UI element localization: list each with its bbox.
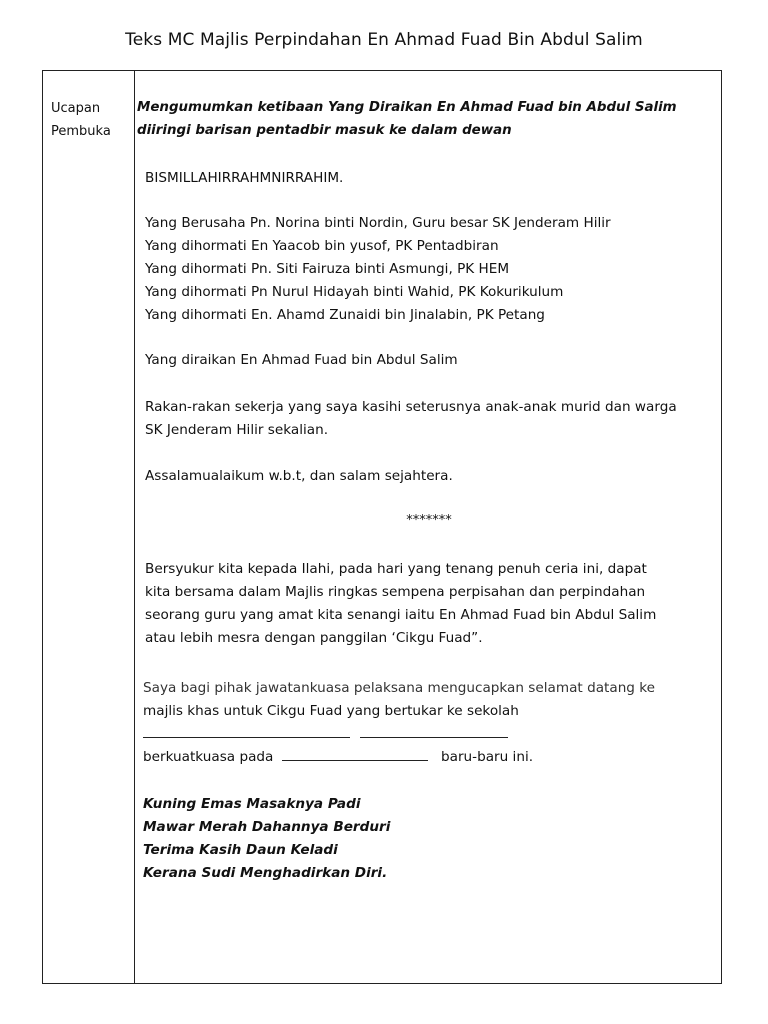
announcement-line-2: diiringi barisan pentadbir masuk ke dalam dewan — [137, 123, 512, 138]
pantun-verse — [143, 793, 390, 885]
section-label-line-2: Pembuka — [51, 124, 111, 139]
gratitude-line: seorang guru yang amat kita senangi iaitu En Ahmad Fuad bin Abdul Salim — [145, 607, 657, 623]
colleagues-line-2: SK Jenderam Hilir sekalian. — [145, 422, 329, 438]
salam-greeting — [145, 465, 453, 488]
welcome-line-2: majlis khas untuk Cikgu Fuad yang bertukar ke sekolah — [143, 703, 519, 719]
honoree-line: Yang diraikan En Ahmad Fuad bin Abdul Salim — [145, 352, 458, 368]
pantun-line: Mawar Merah Dahannya Berduri — [143, 819, 391, 835]
gratitude-line: Bersyukur kita kepada Ilahi, pada hari yang tenang penuh ceria ini, dapat — [145, 561, 647, 577]
section-separator: ******* — [406, 513, 452, 528]
pantun-line: Terima Kasih Daun Keladi — [143, 842, 338, 858]
bismillah — [145, 167, 343, 190]
dignitary-line: Yang Berusaha Pn. Norina binti Nordin, Guru besar SK Jenderam Hilir — [145, 215, 611, 231]
document-title: Teks MC Majlis Perpindahan En Ahmad Fuad Bin Abdul Salim — [125, 30, 643, 50]
bismillah-text: BISMILLAHIRRAHMNIRRAHIM. — [145, 170, 344, 186]
colleagues-greeting — [145, 396, 677, 442]
welcome-blank-row — [143, 723, 655, 746]
salam-line: Assalamualaikum w.b.t, dan salam sejahtera. — [145, 468, 453, 484]
welcome-paragraph — [143, 677, 655, 769]
pantun-line: Kerana Sudi Menghadirkan Diri. — [143, 865, 388, 881]
dignitary-line: Yang dihormati Pn. Siti Fairuza binti Asmungi, PK HEM — [145, 261, 510, 277]
welcome-line-1: Saya bagi pihak jawatankuasa pelaksana mengucapkan selamat datang ke — [143, 680, 656, 696]
effective-label: berkuatkuasa pada — [143, 749, 274, 765]
dignitary-line: Yang dihormati En. Ahamd Zunaidi bin Jinalabin, PK Petang — [145, 307, 545, 323]
section-label-line-1: Ucapan — [51, 101, 101, 116]
pantun-line: Kuning Emas Masaknya Padi — [143, 796, 361, 812]
recently-label: baru-baru ini. — [441, 749, 534, 765]
gratitude-paragraph — [145, 558, 656, 650]
blank-effective-date — [282, 746, 428, 761]
gratitude-line: atau lebih mesra dengan panggilan ‘Cikgu Fuad”. — [145, 630, 483, 646]
content-table — [42, 70, 722, 984]
honoree — [145, 349, 458, 372]
welcome-line-4 — [143, 746, 655, 769]
dignitary-line: Yang dihormati En Yaacob bin yusof, PK Pentadbiran — [145, 238, 499, 254]
dignitaries-list — [145, 212, 611, 327]
announcement-line-1: Mengumumkan ketibaan Yang Diraikan En Ahmad Fuad bin Abdul Salim — [137, 100, 677, 115]
dignitary-line: Yang dihormati Pn Nurul Hidayah binti Wahid, PK Kokurikulum — [145, 284, 564, 300]
colleagues-line-1: Rakan-rakan sekerja yang saya kasihi seterusnya anak-anak murid dan warga — [145, 399, 677, 415]
announcement — [137, 96, 727, 142]
section-label — [51, 97, 131, 143]
blank-school-name — [143, 723, 350, 738]
blank-school-location — [360, 723, 508, 738]
gratitude-line: kita bersama dalam Majlis ringkas sempena perpisahan dan perpindahan — [145, 584, 646, 600]
column-divider — [134, 71, 135, 983]
